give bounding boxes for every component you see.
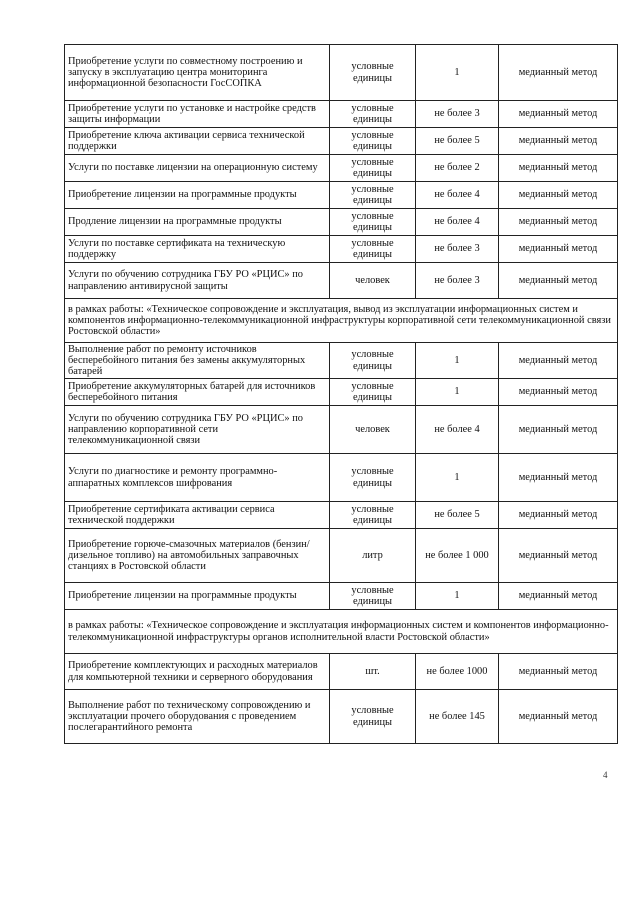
- unit-cell: условные единицы: [330, 236, 416, 263]
- table-row: [65, 155, 618, 182]
- table-row: [65, 128, 618, 155]
- method-cell: медианный метод: [499, 155, 618, 182]
- method-cell: медианный метод: [499, 45, 618, 101]
- table-row: [65, 209, 618, 236]
- section-heading: в рамках работы: «Техническое сопровождение и эксплуатация информационных систем и компонентов информационно-телекоммуникационной инфраструктуры органов исполнительной власти Ростовской области»: [65, 610, 618, 654]
- item-name-cell: Приобретение лицензии на программные продукты: [65, 182, 330, 209]
- method-cell: медианный метод: [499, 454, 618, 502]
- section-row: [65, 610, 618, 654]
- method-cell: медианный метод: [499, 502, 618, 529]
- unit-cell: условные единицы: [330, 502, 416, 529]
- quantity-cell: не более 1 000: [416, 529, 499, 583]
- method-cell: медианный метод: [499, 529, 618, 583]
- unit-cell: условные единицы: [330, 155, 416, 182]
- table-row: [65, 101, 618, 128]
- quantity-cell: не более 3: [416, 101, 499, 128]
- item-name-cell: Приобретение ключа активации сервиса технической поддержки: [65, 128, 330, 155]
- quantity-cell: не более 3: [416, 236, 499, 263]
- section-heading: в рамках работы: «Техническое сопровождение и эксплуатация, вывод из эксплуатации информационных систем и компонентов информационно-телекоммуникационной инфраструктуры корпоративной сети телекоммуникационной связи Ростовской области»: [65, 299, 618, 343]
- method-cell: медианный метод: [499, 236, 618, 263]
- method-cell: медианный метод: [499, 209, 618, 236]
- item-name-cell: Приобретение лицензии на программные продукты: [65, 583, 330, 610]
- item-name-cell: Услуги по обучению сотрудника ГБУ РО «РЦИС» по направлению корпоративной сети телекоммуникационной связи: [65, 406, 330, 454]
- method-cell: медианный метод: [499, 654, 618, 690]
- quantity-cell: не более 5: [416, 502, 499, 529]
- unit-cell: условные единицы: [330, 583, 416, 610]
- quantity-cell: не более 4: [416, 209, 499, 236]
- table-row: [65, 182, 618, 209]
- table-row: [65, 583, 618, 610]
- unit-cell: условные единицы: [330, 454, 416, 502]
- table-row: [65, 343, 618, 379]
- method-cell: медианный метод: [499, 690, 618, 744]
- item-name-cell: Услуги по поставке лицензии на операционную систему: [65, 155, 330, 182]
- unit-cell: условные единицы: [330, 128, 416, 155]
- procurement-table-body: [65, 45, 618, 744]
- method-cell: медианный метод: [499, 343, 618, 379]
- method-cell: медианный метод: [499, 101, 618, 128]
- item-name-cell: Услуги по поставке сертификата на техническую поддержку: [65, 236, 330, 263]
- item-name-cell: Приобретение горюче-смазочных материалов (бензин/дизельное топливо) на автомобильных заправочных станциях в Ростовской области: [65, 529, 330, 583]
- unit-cell: шт.: [330, 654, 416, 690]
- item-name-cell: Выполнение работ по техническому сопровождению и эксплуатации прочего оборудования с проведением послегарантийного ремонта: [65, 690, 330, 744]
- quantity-cell: 1: [416, 379, 499, 406]
- quantity-cell: 1: [416, 45, 499, 101]
- quantity-cell: 1: [416, 454, 499, 502]
- method-cell: медианный метод: [499, 406, 618, 454]
- item-name-cell: Приобретение аккумуляторных батарей для источников бесперебойного питания: [65, 379, 330, 406]
- section-row: [65, 299, 618, 343]
- method-cell: медианный метод: [499, 583, 618, 610]
- table-row: [65, 379, 618, 406]
- unit-cell: условные единицы: [330, 101, 416, 128]
- quantity-cell: не более 4: [416, 406, 499, 454]
- item-name-cell: Приобретение услуги по совместному построению и запуску в эксплуатацию центра мониторинга информационной безопасности ГосСОПКА: [65, 45, 330, 101]
- item-name-cell: Выполнение работ по ремонту источников бесперебойного питания без замены аккумуляторных батарей: [65, 343, 330, 379]
- item-name-cell: Услуги по обучению сотрудника ГБУ РО «РЦИС» по направлению антивирусной защиты: [65, 263, 330, 299]
- table-row: [65, 454, 618, 502]
- quantity-cell: 1: [416, 343, 499, 379]
- method-cell: медианный метод: [499, 379, 618, 406]
- item-name-cell: Услуги по диагностике и ремонту программно-аппаратных комплексов шифрования: [65, 454, 330, 502]
- quantity-cell: не более 3: [416, 263, 499, 299]
- item-name-cell: Приобретение сертификата активации сервиса технической поддержки: [65, 502, 330, 529]
- method-cell: медианный метод: [499, 182, 618, 209]
- method-cell: медианный метод: [499, 263, 618, 299]
- table-row: [65, 654, 618, 690]
- quantity-cell: не более 4: [416, 182, 499, 209]
- quantity-cell: не более 2: [416, 155, 499, 182]
- quantity-cell: не более 1000: [416, 654, 499, 690]
- procurement-table: [64, 44, 618, 744]
- quantity-cell: не более 5: [416, 128, 499, 155]
- unit-cell: человек: [330, 263, 416, 299]
- quantity-cell: не более 145: [416, 690, 499, 744]
- table-row: [65, 236, 618, 263]
- unit-cell: литр: [330, 529, 416, 583]
- table-row: [65, 406, 618, 454]
- unit-cell: условные единицы: [330, 379, 416, 406]
- page-number: 4: [603, 770, 608, 780]
- unit-cell: условные единицы: [330, 182, 416, 209]
- item-name-cell: Продление лицензии на программные продукты: [65, 209, 330, 236]
- unit-cell: условные единицы: [330, 343, 416, 379]
- quantity-cell: 1: [416, 583, 499, 610]
- table-row: [65, 690, 618, 744]
- unit-cell: условные единицы: [330, 45, 416, 101]
- table-row: [65, 263, 618, 299]
- unit-cell: условные единицы: [330, 209, 416, 236]
- unit-cell: условные единицы: [330, 690, 416, 744]
- table-row: [65, 502, 618, 529]
- unit-cell: человек: [330, 406, 416, 454]
- item-name-cell: Приобретение комплектующих и расходных материалов для компьютерной техники и серверного оборудования: [65, 654, 330, 690]
- method-cell: медианный метод: [499, 128, 618, 155]
- table-row: [65, 529, 618, 583]
- item-name-cell: Приобретение услуги по установке и настройке средств защиты информации: [65, 101, 330, 128]
- table-row: [65, 45, 618, 101]
